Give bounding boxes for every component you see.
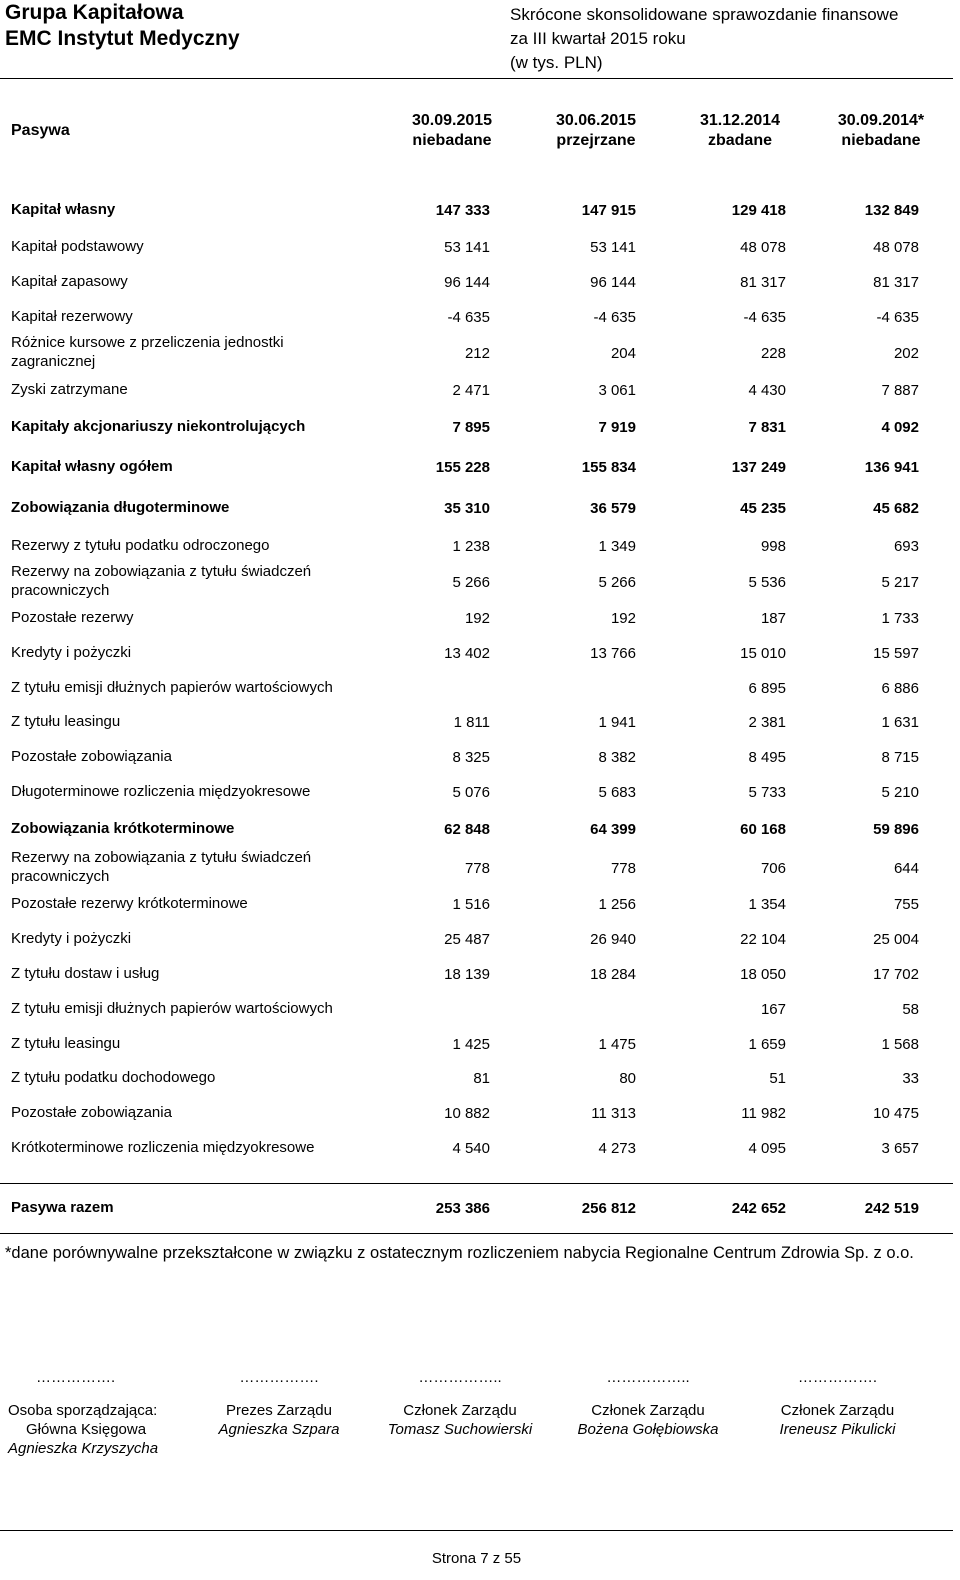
header-divider — [0, 78, 953, 79]
table-row — [0, 333, 960, 373]
cell-value: 6 895 — [748, 679, 786, 697]
signature-role: Członek Zarządu — [403, 1402, 517, 1419]
signature-line: ……………. — [36, 1369, 116, 1386]
cell-value: 59 896 — [873, 820, 919, 838]
column-status: niebadane — [412, 132, 492, 149]
cell-value: 8 382 — [598, 748, 636, 766]
cell-value: 1 811 — [453, 713, 490, 731]
cell-value: 45 682 — [873, 499, 919, 517]
row-label: Kapitał rezerwowy — [11, 308, 133, 325]
table-row — [0, 848, 960, 888]
cell-value: 5 210 — [881, 783, 919, 801]
cell-value: 1 733 — [881, 609, 919, 627]
cell-value: 228 — [760, 344, 786, 362]
cell-value: 253 386 — [435, 1199, 490, 1217]
cell-value: 242 519 — [864, 1199, 919, 1217]
cell-value: 10 475 — [873, 1104, 919, 1122]
cell-value: 192 — [464, 609, 490, 627]
row-label: Długoterminowe rozliczenia międzyokresowe — [11, 783, 311, 800]
cell-value: 1 516 — [452, 895, 490, 913]
table-row — [0, 894, 960, 914]
cell-value: 5 217 — [881, 573, 919, 591]
cell-value: 35 310 — [444, 499, 490, 517]
cell-value: 1 941 — [598, 713, 636, 731]
cell-value: 7 919 — [598, 418, 636, 436]
cell-value: 242 652 — [731, 1199, 786, 1217]
cell-value: 755 — [893, 895, 919, 913]
cell-value: 5 266 — [452, 573, 490, 591]
cell-value: 3 657 — [881, 1139, 919, 1157]
cell-value: 80 — [619, 1069, 636, 1087]
cell-value: 998 — [760, 537, 786, 555]
table-row — [0, 1068, 960, 1088]
cell-value: 1 425 — [452, 1035, 490, 1053]
column-header — [675, 111, 805, 151]
row-label: Rezerwy z tytułu podatku odroczonego — [11, 537, 270, 554]
cell-value: -4 635 — [447, 308, 490, 326]
signature-role: Prezes Zarządu — [226, 1402, 332, 1419]
cell-value: 5 536 — [748, 573, 786, 591]
cell-value: 33 — [902, 1069, 919, 1087]
row-label: Kapitały akcjonariuszy niekontrolujących — [11, 418, 306, 435]
cell-value: 13 402 — [444, 644, 490, 662]
row-label: Rezerwy na zobowiązania z tytułu świadczeń pracowniczych — [11, 849, 312, 885]
total-divider-bottom — [0, 1233, 953, 1234]
cell-value: 15 597 — [873, 644, 919, 662]
cell-value: 155 228 — [435, 458, 490, 476]
cell-value: 18 139 — [444, 965, 490, 983]
column-status: przejrzane — [556, 132, 636, 149]
cell-value: 132 849 — [864, 201, 919, 219]
table-row — [0, 999, 960, 1019]
row-label: Z tytułu podatku dochodowego — [11, 1069, 216, 1086]
cell-value: 187 — [760, 609, 786, 627]
signature-line: …………….. — [418, 1369, 502, 1386]
cell-value: 58 — [902, 1000, 919, 1018]
column-header — [531, 111, 661, 151]
signature-line: ……………. — [797, 1369, 878, 1386]
cell-value: 53 141 — [444, 238, 490, 256]
cell-value: 15 010 — [740, 644, 786, 662]
cell-value: 5 733 — [748, 783, 786, 801]
table-row — [0, 929, 960, 949]
row-label: Rezerwy na zobowiązania z tytułu świadczeń pracowniczych — [11, 563, 312, 599]
cell-value: 96 144 — [590, 273, 636, 291]
cell-value: 147 915 — [581, 201, 636, 219]
signature-name: Agnieszka Szpara — [218, 1421, 340, 1438]
cell-value: 81 317 — [873, 273, 919, 291]
cell-value: 2 381 — [748, 713, 786, 731]
row-label: Z tytułu emisji dłużnych papierów wartościowych — [11, 1000, 333, 1017]
row-label: Z tytułu leasingu — [11, 713, 121, 730]
cell-value: 26 940 — [590, 930, 636, 948]
row-label: Kredyty i pożyczki — [11, 644, 132, 661]
report-line-3: (w tys. PLN) — [510, 53, 603, 72]
cell-value: 22 104 — [740, 930, 786, 948]
row-label: Kapitał podstawowy — [11, 238, 144, 255]
row-label: Zobowiązania długoterminowe — [11, 499, 230, 516]
column-header — [816, 111, 946, 151]
table-row — [0, 457, 960, 477]
signature-name: Bożena Gołębiowska — [577, 1421, 719, 1438]
row-label: Pozostałe zobowiązania — [11, 1104, 172, 1121]
signature-role-secondary: Główna Księgowa — [26, 1421, 147, 1438]
cell-value: 778 — [610, 859, 636, 877]
cell-value: 129 418 — [731, 201, 786, 219]
cell-value: 212 — [464, 344, 490, 362]
cell-value: 192 — [610, 609, 636, 627]
cell-value: 1 659 — [748, 1035, 786, 1053]
cell-value: 1 631 — [881, 713, 919, 731]
cell-value: 10 882 — [444, 1104, 490, 1122]
table-row — [0, 964, 960, 984]
row-label: Krótkoterminowe rozliczenia międzyokresowe — [11, 1139, 315, 1156]
signature-name: Agnieszka Krzyszycha — [8, 1440, 159, 1457]
cell-value: 1 475 — [598, 1035, 636, 1053]
cell-value: 25 004 — [873, 930, 919, 948]
row-label: Z tytułu dostaw i usług — [11, 965, 160, 982]
cell-value: 256 812 — [581, 1199, 636, 1217]
report-line-2: za III kwartał 2015 roku — [510, 29, 686, 48]
column-status: zbadane — [707, 132, 772, 149]
cell-value: 13 766 — [590, 644, 636, 662]
cell-value: 136 941 — [864, 458, 919, 476]
signature-role: Osoba sporządzająca: — [8, 1402, 158, 1419]
cell-value: 3 061 — [598, 381, 636, 399]
table-row — [0, 643, 960, 663]
signature-block — [375, 1368, 545, 1439]
cell-value: 1 349 — [598, 537, 636, 555]
signature-block — [8, 1368, 178, 1458]
cell-value: 155 834 — [581, 458, 636, 476]
report-line-1: Skrócone skonsolidowane sprawozdanie finansowe — [510, 5, 899, 24]
row-label: Kredyty i pożyczki — [11, 930, 132, 947]
cell-value: 778 — [464, 859, 490, 877]
column-header — [387, 111, 517, 151]
cell-value: 48 078 — [740, 238, 786, 256]
cell-value: 11 982 — [741, 1104, 786, 1122]
report-header — [0, 0, 960, 72]
row-label: Kapitał własny ogółem — [11, 458, 173, 475]
row-label: Pozostałe zobowiązania — [11, 748, 172, 765]
signature-line: ……………. — [239, 1369, 319, 1386]
cell-value: 1 568 — [881, 1035, 919, 1053]
table-row — [0, 678, 960, 698]
table-row — [0, 417, 960, 437]
table-row — [0, 1034, 960, 1054]
cell-value: 17 702 — [873, 965, 919, 983]
total-divider-top — [0, 1183, 953, 1184]
table-row — [0, 1138, 960, 1158]
row-label: Z tytułu emisji dłużnych papierów wartościowych — [11, 679, 333, 696]
signature-line: …………….. — [606, 1369, 690, 1386]
cell-value: 1 238 — [452, 537, 490, 555]
cell-value: 62 848 — [444, 820, 490, 838]
cell-value: 7 895 — [452, 418, 490, 436]
column-date: 31.12.2014 — [699, 112, 781, 129]
table-column-header — [0, 111, 960, 161]
cell-value: 60 168 — [740, 820, 786, 838]
column-date: 30.09.2014* — [837, 112, 925, 129]
column-status: niebadane — [841, 132, 921, 149]
row-label: Zyski zatrzymane — [11, 381, 128, 398]
cell-value: 1 256 — [598, 895, 636, 913]
cell-value: 18 284 — [590, 965, 636, 983]
cell-value: 81 317 — [740, 273, 786, 291]
table-row — [0, 237, 960, 257]
cell-value: 5 076 — [452, 783, 490, 801]
cell-value: 8 325 — [452, 748, 490, 766]
cell-value: 693 — [893, 537, 919, 555]
cell-value: 36 579 — [590, 499, 636, 517]
cell-value: 81 — [473, 1069, 490, 1087]
cell-value: 11 313 — [591, 1104, 636, 1122]
table-row — [0, 536, 960, 556]
cell-value: 644 — [893, 859, 919, 877]
signature-block — [204, 1368, 354, 1439]
table-row — [0, 747, 960, 767]
company-name — [5, 0, 240, 52]
column-date: 30.06.2015 — [555, 112, 637, 129]
cell-value: 4 095 — [748, 1139, 786, 1157]
cell-value: 18 050 — [740, 965, 786, 983]
signature-name: Ireneusz Pikulicki — [779, 1421, 896, 1438]
row-label: Pozostałe rezerwy krótkoterminowe — [11, 895, 248, 912]
signature-role: Członek Zarządu — [591, 1402, 705, 1419]
cell-value: 8 715 — [881, 748, 919, 766]
cell-value: 2 471 — [452, 381, 490, 399]
cell-value: 96 144 — [444, 273, 490, 291]
page-footer-divider — [0, 1530, 953, 1531]
table-row — [0, 272, 960, 292]
cell-value: 25 487 — [444, 930, 490, 948]
row-label: Pasywa razem — [11, 1199, 114, 1216]
cell-value: 7 887 — [881, 381, 919, 399]
cell-value: 51 — [769, 1069, 786, 1087]
table-row — [0, 608, 960, 628]
cell-value: 137 249 — [731, 458, 786, 476]
table-row — [0, 782, 960, 802]
cell-value: 6 886 — [881, 679, 919, 697]
cell-value: 4 540 — [452, 1139, 490, 1157]
signature-role: Członek Zarządu — [780, 1402, 895, 1419]
column-date: 30.09.2015 — [411, 112, 493, 129]
cell-value: -4 635 — [743, 308, 786, 326]
cell-value: 8 495 — [748, 748, 786, 766]
row-label: Kapitał zapasowy — [11, 273, 128, 290]
cell-value: 5 683 — [598, 783, 636, 801]
row-label: Zobowiązania krótkoterminowe — [11, 820, 235, 837]
cell-value: -4 635 — [876, 308, 919, 326]
table-row — [0, 712, 960, 732]
table-row — [0, 498, 960, 518]
company-line-1: Grupa Kapitałowa — [5, 1, 184, 24]
table-row — [0, 380, 960, 400]
cell-value: 202 — [893, 344, 919, 362]
row-label: Różnice kursowe z przeliczenia jednostki zagranicznej — [11, 334, 284, 370]
signature-name: Tomasz Suchowierski — [387, 1421, 533, 1438]
footnote: *dane porównywalne przekształcone w związku z ostatecznym rozliczeniem nabycia Regionalne Centrum Zdrowia Sp. z o.o. — [5, 1244, 914, 1262]
row-label: Z tytułu leasingu — [11, 1035, 121, 1052]
table-label: Pasywa — [11, 122, 70, 139]
cell-value: 5 266 — [598, 573, 636, 591]
cell-value: 4 092 — [881, 418, 919, 436]
cell-value: 4 273 — [598, 1139, 636, 1157]
cell-value: 167 — [760, 1000, 786, 1018]
table-row — [0, 1198, 960, 1218]
table-row — [0, 1103, 960, 1123]
row-label: Kapitał własny — [11, 201, 116, 218]
table-row — [0, 307, 960, 327]
table-row — [0, 200, 960, 220]
table-row — [0, 819, 960, 839]
cell-value: 147 333 — [435, 201, 490, 219]
cell-value: 706 — [760, 859, 786, 877]
cell-value: 7 831 — [748, 418, 786, 436]
cell-value: 1 354 — [748, 895, 786, 913]
cell-value: 64 399 — [590, 820, 636, 838]
cell-value: 48 078 — [873, 238, 919, 256]
report-title — [510, 3, 898, 75]
company-line-2: EMC Instytut Medyczny — [5, 27, 240, 50]
cell-value: 204 — [610, 344, 636, 362]
row-label: Pozostałe rezerwy — [11, 609, 134, 626]
signature-block — [760, 1368, 915, 1439]
signature-block — [562, 1368, 734, 1439]
table-row — [0, 562, 960, 602]
page-number: Strona 7 z 55 — [431, 1550, 522, 1567]
cell-value: 4 430 — [748, 381, 786, 399]
cell-value: 45 235 — [740, 499, 786, 517]
cell-value: 53 141 — [590, 238, 636, 256]
cell-value: -4 635 — [593, 308, 636, 326]
